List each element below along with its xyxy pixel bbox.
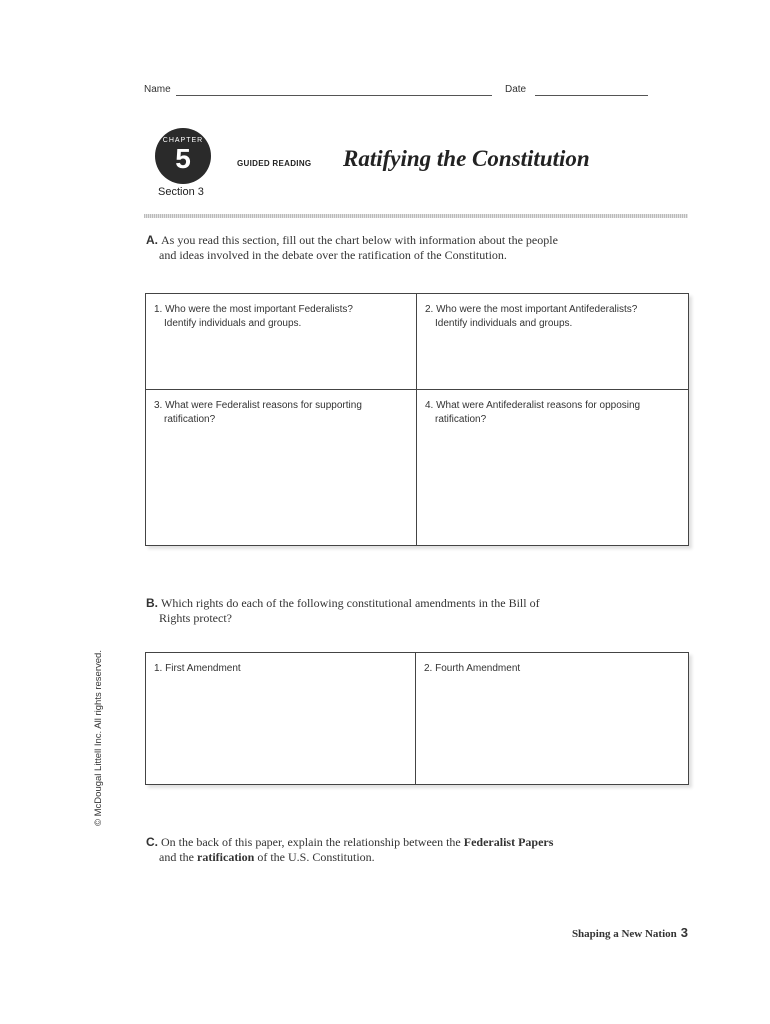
cell-3-line2: ratification? <box>164 414 216 425</box>
part-a-chart <box>145 293 689 546</box>
part-a-instructions <box>146 233 558 263</box>
chart-cell-antifederalists[interactable] <box>417 294 688 389</box>
page-number: 3 <box>680 925 688 940</box>
guided-reading-label: GUIDED READING <box>237 159 312 168</box>
date-label: Date <box>505 84 527 95</box>
part-c-label: C. <box>146 835 158 849</box>
chart-cell-federalist-reasons[interactable] <box>146 390 416 545</box>
chart-cell-antifederalist-reasons[interactable] <box>417 390 688 545</box>
cell-2-line1: 2. Who were the most important Antifederalists? <box>425 304 638 315</box>
cell-4-line2: ratification? <box>435 414 487 425</box>
part-c-instructions <box>146 835 553 865</box>
copyright-notice: © McDougal Littell Inc. All rights reserved. <box>93 650 104 826</box>
section-label: Section 3 <box>158 186 204 198</box>
chapter-word: CHAPTER <box>162 137 204 144</box>
part-b-line2: Rights protect? <box>159 611 232 625</box>
chart-cell-fourth-amendment[interactable] <box>416 653 688 784</box>
page-title: Ratifying the Constitution <box>343 146 590 171</box>
cell-2-line2: Identify individuals and groups. <box>435 318 573 329</box>
chart-cell-first-amendment[interactable] <box>146 653 415 784</box>
part-b-label: B. <box>146 596 158 610</box>
book-title: Shaping a New Nation <box>571 928 677 940</box>
part-b-instructions <box>146 596 540 626</box>
part-c-line2-pre: and the <box>159 850 197 864</box>
cell-1-line1: 1. Who were the most important Federalists? <box>154 304 353 315</box>
page-footer <box>572 925 688 940</box>
date-line[interactable] <box>535 95 648 96</box>
part-c-line2-post: of the U.S. Constitution. <box>254 850 375 864</box>
part-c-line2-bold: ratification <box>197 850 255 864</box>
cell-4-line1: 4. What were Antifederalist reasons for opposing <box>425 400 641 411</box>
chart-cell-federalists[interactable] <box>146 294 416 389</box>
cell-b1-text: 1. First Amendment <box>154 663 241 674</box>
name-label: Name <box>144 84 171 95</box>
part-a-line2: and ideas involved in the debate over the ratification of the Constitution. <box>159 248 507 262</box>
part-b-chart <box>145 652 689 785</box>
part-a-label: A. <box>146 233 158 247</box>
cell-3-line1: 3. What were Federalist reasons for supporting <box>154 400 362 411</box>
cell-1-line2: Identify individuals and groups. <box>164 318 302 329</box>
name-line[interactable] <box>176 95 492 96</box>
part-c-line1-bold: Federalist Papers <box>463 835 554 849</box>
cell-b2-text: 2. Fourth Amendment <box>424 663 521 674</box>
divider-rule <box>144 214 688 218</box>
part-c-line2 <box>146 850 553 865</box>
chapter-number: 5 <box>175 143 191 174</box>
part-c-line1-pre: On the back of this paper, explain the relationship between the <box>161 835 464 849</box>
part-b-line1: Which rights do each of the following constitutional amendments in the Bill of <box>161 596 540 610</box>
part-a-line1: As you read this section, fill out the chart below with information about the people <box>161 233 558 247</box>
chapter-badge <box>155 128 211 184</box>
